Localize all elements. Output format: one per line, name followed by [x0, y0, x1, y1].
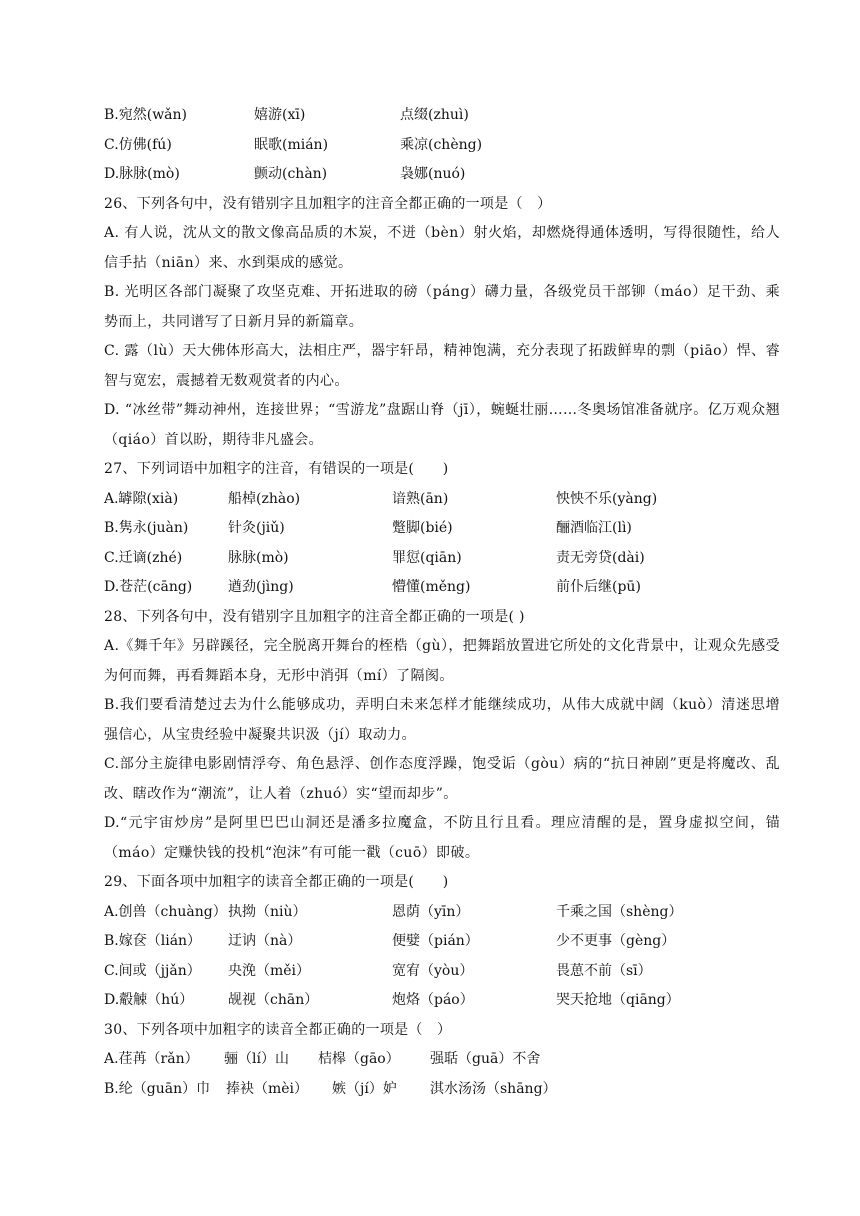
q29-c-item: 央浼（měi）	[228, 962, 311, 979]
q27-a-item: A.罅隙(xià)	[104, 490, 179, 507]
q27-a-item: 谙熟(ān)	[392, 490, 449, 507]
q25-c-item: C.仿佛(fú)	[104, 136, 172, 153]
q27-b-item: 酾酒临江(lì)	[556, 520, 632, 536]
q29-c-item: 畏葸不前（sī）	[556, 962, 652, 979]
q29-b-item: B.嫁奁（lián）	[104, 933, 202, 949]
q27-d-item: 前仆后继(pū)	[556, 579, 641, 595]
q26-option-c: C. 露（lù）天大佛体形高大，法相庄严，器宇轩昂，精神饱满，充分表现了拓跋鲜卑的剽（piāo）悍、睿智与宽宏，震撼着无数观赏者的内心。	[104, 343, 780, 389]
q25-c-item: 眠歌(mián)	[254, 136, 329, 153]
q30-option-a	[104, 1045, 780, 1075]
document-content	[104, 101, 780, 1104]
q27-b-item: 针灸(jiǔ)	[228, 520, 285, 536]
q27-option-c	[104, 544, 780, 574]
q25-d-item: 颤动(chàn)	[254, 166, 328, 182]
q25-b-item: 嬉游(xī)	[254, 107, 306, 123]
q29-b-item: 便嬖（pián）	[392, 933, 479, 949]
q28-stem: 28、下列各句中，没有错别字且加粗字的注音全都正确的一项是( )	[104, 608, 525, 625]
q27-d-item: D.苍茫(cāng)	[104, 579, 193, 595]
q30-a-item: A.荏苒（rǎn）	[104, 1051, 199, 1067]
q27-stem: 27、下列词语中加粗字的注音，有错误的一项是( )	[104, 461, 449, 477]
q29-option-b	[104, 927, 780, 957]
q25-c-item: 乘凉(chèng)	[400, 136, 483, 153]
q30-a-item: 骊（lí）山	[224, 1051, 289, 1067]
q29-stem: 29、下面各项中加粗字的读音全都正确的一项是( )	[104, 874, 449, 890]
q27-a-item: 船棹(zhào)	[228, 490, 301, 507]
q27-d-item: 懵懂(měng)	[392, 579, 471, 595]
q28-option-b: B.我们要看清楚过去为什么能够成功，弄明白未来怎样才能继续成功，从伟大成就中阔（kuò）清迷思增强信心，从宝贵经验中凝聚共识汲（jí）取动力。	[104, 697, 780, 743]
q30-stem: 30、下列各项中加粗字的读音全都正确的一项是（ ）	[104, 1021, 452, 1038]
q29-b-item: 少不更事（gèng）	[556, 933, 676, 949]
q29-b-item: 迂讷（nà）	[228, 933, 302, 949]
q29-a-item: 千乘之国（shèng）	[556, 903, 683, 920]
q25-option-d	[104, 160, 780, 190]
q25-d-item: D.脉脉(mò)	[104, 166, 180, 182]
q28-option-a: A.《舞千年》另辟蹊径，完全脱离开舞台的桎梏（gù），把舞蹈放置进它所处的文化背景中，让观众先感受为何而舞，再看舞蹈本身，无形中消弭（mí）了隔阂。	[104, 638, 780, 684]
q29-d-item: 炮烙（páo）	[392, 992, 474, 1008]
q29-d-item: 觇视（chān）	[228, 992, 319, 1008]
q25-d-item: 袅娜(nuó)	[400, 166, 466, 182]
q27-option-a	[104, 485, 780, 515]
q29-option-a	[104, 898, 780, 928]
q26-option-a: A. 有人说，沈从文的散文像高品质的木炭，不迸（bèn）射火焰，却燃烧得通体透明，写得很随性，给人信手拈（niān）来、水到渠成的感觉。	[104, 225, 780, 271]
q30-a-item: 桔槔（gāo）	[318, 1051, 400, 1067]
q26-option-d: D. “冰丝带”舞动神州，连接世界；“雪游龙”盘踞山脊（jī），蜿蜒壮丽……冬奥场馆准备就序。亿万观众翘（qiáo）首以盼，期待非凡盛会。	[104, 402, 780, 448]
q26-option-b: B. 光明区各部门凝聚了攻坚克难、开拓进取的磅（páng）礴力量，各级党员干部铆（máo）足干劲、乘势而上，共同谱写了日新月异的新篇章。	[104, 284, 780, 330]
q27-a-item: 怏怏不乐(yàng)	[556, 490, 658, 507]
q29-d-item: 哭天抢地（qiāng）	[556, 992, 680, 1008]
q25-b-item: 点缀(zhuì)	[400, 107, 469, 123]
q29-option-d	[104, 986, 780, 1016]
q29-option-c	[104, 957, 780, 987]
q29-a-item: 执拗（niù）	[228, 903, 307, 920]
q27-c-item: 罪愆(qiān)	[392, 549, 462, 566]
q28-option-c: C.部分主旋律电影剧情浮夸、角色悬浮、创作态度浮躁，饱受诟（gòu）病的“抗日神剧”更是将魔改、乱改、瞎改作为“潮流”，让人着（zhuó）实“望而却步”。	[104, 756, 780, 802]
q29-a-item: 恩荫（yīn）	[392, 903, 470, 920]
q30-b-item: 嫉（jí）妒	[332, 1080, 397, 1097]
q29-a-item: A.创兽（chuàng）	[104, 903, 227, 920]
q27-c-item: 脉脉(mò)	[228, 549, 289, 566]
q27-b-item: 蹩脚(bié)	[392, 520, 453, 536]
q27-b-item: B.隽永(juàn)	[104, 520, 189, 536]
q26-stem: 26、下列各句中，没有错别字且加粗字的注音全都正确的一项是（ ）	[104, 195, 552, 212]
q27-d-item: 遒劲(jìng)	[228, 579, 294, 595]
q25-option-c	[104, 131, 780, 161]
q29-c-item: 宽宥（yòu）	[392, 962, 474, 979]
q30-a-item: 强聒（guā）不舍	[430, 1051, 541, 1067]
q30-b-item: B.纶（guān）巾	[104, 1080, 211, 1097]
q25-b-item: B.宛然(wǎn)	[104, 107, 188, 123]
q27-option-d	[104, 573, 780, 603]
q29-c-item: C.间或（jjǎn）	[104, 962, 201, 979]
q27-c-item: C.迁谪(zhé)	[104, 549, 183, 566]
q25-option-b	[104, 101, 780, 131]
q27-c-item: 责无旁贷(dài)	[556, 549, 645, 566]
q27-option-b	[104, 514, 780, 544]
q29-d-item: D.觳觫（hú）	[104, 992, 194, 1008]
q30-b-item: 捧袂（mèi）	[226, 1080, 309, 1097]
q28-option-d: D.“元宇宙炒房”是阿里巴巴山洞还是潘多拉魔盒，不防且行且看。理应清醒的是，置身虚拟空间，锚（máo）定赚快钱的投机“泡沫”有可能一戳（cuō）即破。	[104, 815, 780, 861]
q30-option-b	[104, 1075, 780, 1105]
q30-b-item: 淇水汤汤（shāng）	[430, 1080, 557, 1097]
